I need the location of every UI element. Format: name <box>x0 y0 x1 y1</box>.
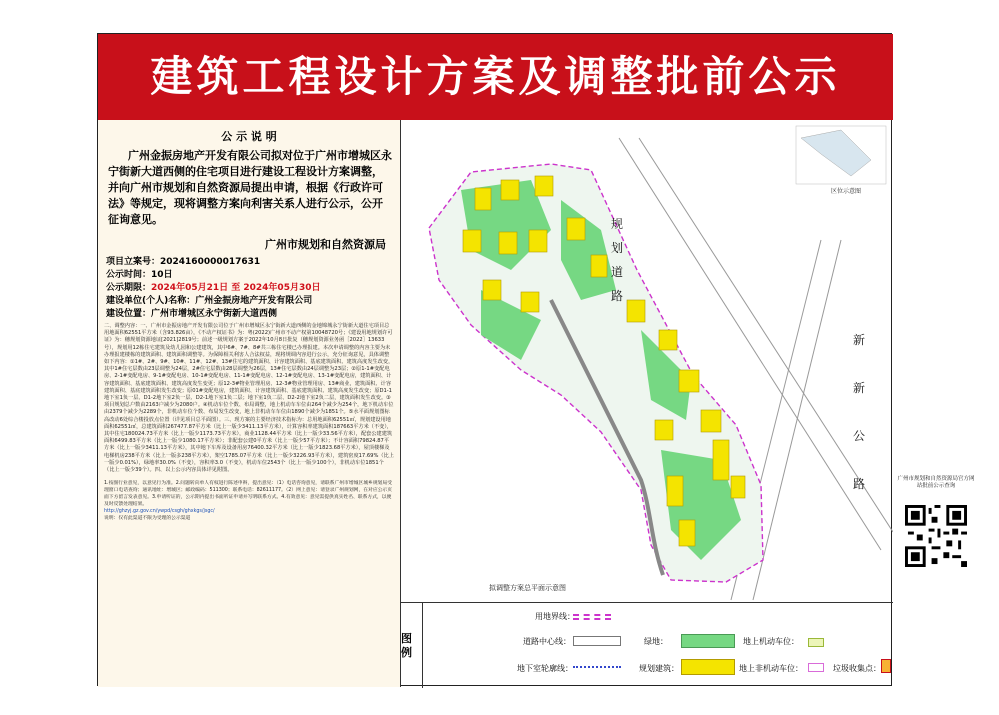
building <box>731 476 745 498</box>
legend-garbage-label: 垃圾收集点： <box>833 664 881 673</box>
building <box>701 410 721 432</box>
legend-building-label: 规划建筑： <box>639 664 679 673</box>
building <box>475 188 491 210</box>
building <box>713 440 729 480</box>
road-label-left: 规划道路 <box>611 217 624 303</box>
agency-name: 广州市规划和自然资源局 <box>265 238 386 251</box>
legend-green-swatch <box>681 634 735 648</box>
legend-boundary-label: 用地界线： <box>535 612 575 621</box>
date-prefix: 公示期限： <box>106 283 152 293</box>
legend-building-swatch <box>681 659 735 675</box>
notice-panel <box>98 120 401 687</box>
file-number: 项目立案号：2024160000017631 <box>106 257 261 267</box>
legend-parking-swatch <box>808 638 824 647</box>
legend-centerline-swatch <box>573 636 621 646</box>
legend-label: 图例 <box>401 603 423 688</box>
legend-centerline-label: 道路中心线： <box>523 637 571 646</box>
notice-sheet <box>97 33 892 686</box>
plan-caption: 拟调整方案总平面示意图 <box>489 584 566 592</box>
building <box>627 300 645 322</box>
detail-text: 二、调整内容：一、广州市金振房地产开发有限公司位于广州市增城区永宁街新大道西侧的金地锦城永宁街新大道住宅项目总用地面积62551平方米（含93.826亩），《不动产权证书》为：粤(2022)广州市不动产权第10048720号；《建设用地规划许可证》为：穗规划资源地证[2021]2819号；前述一级规划方案于2022年10月8日批复（穗规划资源业务函［2022］13633号），规划用12栋住宅建筑及幼儿园和公建建筑，其中6#、7#、8#共三栋住宅楼已办理报建。本次申请调整的内容主要为未办理报建楼栋的建筑面积、建筑面积调整等。为保障相关利害人合法权益，现将规调内容进行公示，充分征询意见，具体调整如下内容：①1#、2#、9#、10#、11#、12#、13#住宅的建筑面积、计容建筑面积、基底建筑面积、建筑高度发生改变，其中1#住宅层数由23层调整为24层，2#住宅层数由28层调整为26层，13#住宅层数由24层调整为23层；②原1-1#变配电房、2-1#变配电房、9-1#变配电房、10-1#变配电房、11-1#变配电房、12-1#变配电房、13-1#变配电房，建筑面积、计容建筑面积、基底建筑面积、建筑高度发生变更；原12-3#物业管理用房、12-3#物业管理用房、13#商业，建筑面积、计容建筑面积、基底建筑面积发生改变；原01#变配电房，建筑面积、计容建筑面积、基底建筑面积、建筑高度发生改变；原D1-1地下室1负一层、D1-2地下室2负一层、D2-1地下室1负二层；地下室1负二层、D2-2地下室2负二层，建筑面积发生改变。③项目规划总户数由2163户减少为2080户。④机动车位个数、布局调整，地上机动车车位由264个减少为254个，地下机动车位由2379个减少为2289个，非机动车位个数、布局发生改变，地上非机动车车位由1890个减少为1851个。⑤水平面规划图标高改动6处综合楼投放点位置（详见项目总平面图）。三、现方案的主要经济技术指标为：总用地面积62551㎡，规划建设用地面积62551㎡，总建筑面积267477.87平方米（比上一版少3411.13平方米），计算容积率建筑面积187663平方米（不变），其中住宅180024.73平方米（比上一版少1173.73平方米），商业1128.44平方米（比上一版少33.56平方米），配套公建建筑面积6499.83平方米（比上一版少1080.17平方米）；非配套公建0平方米（比上一版少57平方米）；不计容面积79824.87平方米（比上一版少3411.13平方米），其中地下车库及设备用房76400.32平方米（比上一版少1823.68平方米），屋顶楼梯及电梯机房238平方米（比上一版多238平方米），架空1785.07平方米（比上一版少3226.93平方米），建筑密度17.69%（比上一版少0.01%），绿地率30.0%（不变），容积率3.0（不变），机动车位2543个（比上一版少100个），非机动车位1851个（比上一版少39个）。四、以上公示内容具体详见附图。 <box>104 323 394 474</box>
link-note: 说明：仅有此渠道不限为受理的公示渠道 <box>104 516 191 522</box>
legend-bike-swatch <box>808 663 824 672</box>
map-panel <box>401 120 893 687</box>
building <box>679 520 695 546</box>
building <box>535 176 553 196</box>
footnote-text: 1.按图行业意见，以意见行为准。2.问题转向单人有权进行陈述申辩，提出意见：（1）电话咨询意见，请联系广州市增城区城乡规划局受理窗口电话查询；通讯地址：增城区；邮政编码：511300；联系电话：82611177。（2）网上意见：请登录广州规划网，在对应公示页面下方留言发表意见。3.申请听证的，公示期内提出书面听证申请并写明联系方式。4.有效意见：意见需提供真实姓名、联系方式，以便及时反馈处理结果。 <box>104 481 393 508</box>
site-plan-drawing <box>401 120 893 602</box>
building <box>483 280 501 300</box>
building <box>655 420 673 440</box>
legend-boundary-swatch <box>573 614 611 620</box>
banner-title: 建筑工程设计方案及调整批前公示 <box>98 34 893 120</box>
building <box>667 476 683 506</box>
legend-parking-label: 地上机动车位： <box>743 637 799 646</box>
road-line-d <box>753 240 841 600</box>
notice-meta <box>98 256 400 321</box>
applicant: 建设单位(个人)名称：广州金振房地产开发有限公司 <box>106 296 313 306</box>
building <box>501 180 519 200</box>
road-label-right: 新新公路 <box>853 333 866 491</box>
notice-link[interactable]: http://ghzyj.gz.gov.cn/ywpd/csgh/ghxkgs/jsgc/ <box>104 509 215 515</box>
date-range: 2024年05月21日 至 2024年05月30日 <box>151 283 321 293</box>
building <box>679 370 699 392</box>
site-plan <box>401 120 893 602</box>
qr-code[interactable] <box>905 505 967 567</box>
legend-underground-label: 地下室轮廓线： <box>517 664 573 673</box>
notice-heading: 公 示 说 明 <box>221 130 277 143</box>
building <box>659 330 677 350</box>
date-line <box>106 282 400 295</box>
legend-underground-swatch <box>573 666 621 668</box>
period: 公示时间：10日 <box>106 270 173 280</box>
legend <box>401 602 893 687</box>
inset-caption: 区位示意图 <box>831 188 862 195</box>
location: 建设位置：广州市增城区永宁街新大道西侧 <box>106 309 278 319</box>
building <box>463 230 481 252</box>
notice-body: 广州金振房地产开发有限公司拟对位于广州市增城区永宁街新大道西侧的住宅项目进行建设工程设计方案调整，并向广州市规划和自然资源局提出申请，根据《行政许可法》等规定，现将调整方案向利害关系人进行公示，公开征询意见。 <box>108 149 392 226</box>
building <box>521 292 539 312</box>
legend-bike-label: 地上非机动车位： <box>739 664 803 673</box>
building <box>499 232 517 254</box>
qr-caption: 广州市规划和自然资源局官方网站批前公示查询 <box>897 476 975 489</box>
building <box>591 255 607 277</box>
legend-green-label: 绿地： <box>644 637 668 646</box>
footnotes <box>98 476 400 526</box>
building <box>567 218 585 240</box>
legend-garbage-swatch <box>881 659 891 673</box>
building <box>529 230 547 252</box>
